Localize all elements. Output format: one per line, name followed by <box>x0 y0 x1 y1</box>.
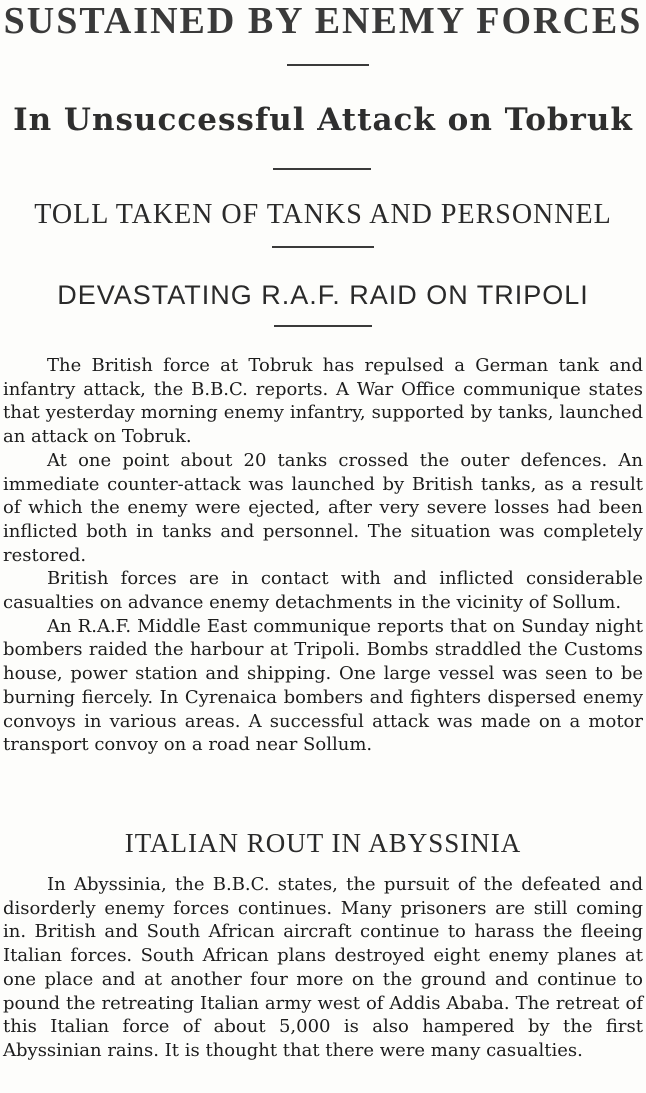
article-body <box>3 354 643 757</box>
main-headline: SUSTAINED BY ENEMY FORCES <box>3 0 643 42</box>
article-paragraph: In Abyssinia, the B.B.C. states, the pursuit of the defeated and disorderly enemy forces continues. Many prisoners are still coming in. British and South African aircraft continue to harass the fleeing Italian forces. South African plans destroyed eight enemy planes at one place and at another four more on the ground and continue to pound the retreating Italian army west of Addis Ababa. The retreat of this Italian force of about 5,000 is also hampered by the first Abyssinian rains. It is thought that there were many casualties. <box>3 874 643 1061</box>
section-headline: ITALIAN ROUT IN ABYSSINIA <box>124 828 522 858</box>
article-paragraph: British forces are in contact with and inflicted considerable casualties on advance enemy detachments in the vicinity of Sollum. <box>3 568 643 614</box>
headline-divider <box>273 168 371 170</box>
article-paragraph: An R.A.F. Middle East communique reports that on Sunday night bombers raided the harbour at Tripoli. Bombs straddled the Customs house, power station and shipping. One large vessel was seen to be burning fiercely. In Cyrenaica bombers and fighters dispersed enemy convoys in various areas. A successful attack was made on a motor transport convoy on a road near Sollum. <box>3 615 643 756</box>
headline-divider <box>272 246 374 248</box>
headline-divider <box>274 325 372 327</box>
article-body <box>3 873 643 1063</box>
article-paragraph: The British force at Tobruk has repulsed a German tank and infantry attack, the B.B.C. reports. A War Office communique states that yesterday morning enemy infantry, supported by tanks, launched an attack on Tobruk. <box>3 355 643 448</box>
headline-divider <box>287 64 369 66</box>
deck-headline: DEVASTATING R.A.F. RAID ON TRIPOLI <box>57 280 589 310</box>
article-paragraph: At one point about 20 tanks crossed the outer defences. An immediate counter-attack was launched by British tanks, as a result of which the enemy were ejected, after very severe losses had been inflicted both in tanks and personnel. The situation was completely restored. <box>3 449 643 566</box>
deck-headline: TOLL TAKEN OF TANKS AND PERSONNEL <box>34 199 612 230</box>
sub-headline: In Unsuccessful Attack on Tobruk <box>13 102 633 138</box>
